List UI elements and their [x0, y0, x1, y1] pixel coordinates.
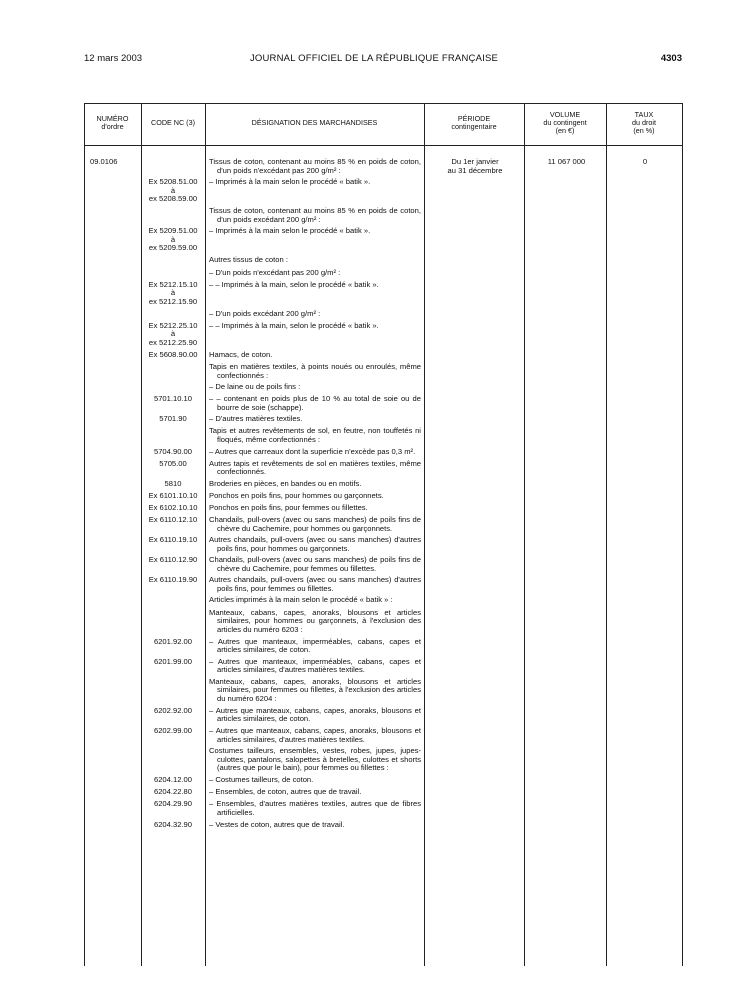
code-nc-line: Ex 5208.51.00: [148, 177, 198, 187]
row-code-nc: [142, 536, 204, 545]
row-designation: [209, 727, 421, 744]
column-header-code: CODE NC (3): [151, 118, 195, 127]
designation-text: Chandails, pull-overs (avec ou sans manches) de poils fins de chèvre du Cachemire, pour femmes ou fillettes.: [209, 555, 421, 573]
row-code-nc: [142, 281, 204, 307]
designation-text: Tapis et autres revêtements de sol, en feutre, non touffetés ni floqués, même confectionnés :: [209, 426, 421, 444]
code-nc-line: 5701.10.10: [153, 394, 192, 404]
code-nc-line: 6202.92.00: [153, 705, 192, 715]
row-designation: [209, 322, 421, 331]
row-code-nc: [142, 504, 204, 513]
column-header-periode: PÉRIODE contingentaire: [451, 114, 497, 132]
designation-text: Autres chandails, pull-overs (avec ou sans manches) d'autres poils fins, pour femmes ou fillettes.: [209, 575, 421, 593]
designation-text: Manteaux, cabans, capes, anoraks, blousons et articles similaires, pour hommes ou garçonnets, à l'exclusion des articles du numéro 6203 :: [209, 607, 421, 634]
designation-text: – Autres que manteaux, cabans, capes, anoraks, blousons et articles similaires, d'autres matières textiles.: [209, 726, 421, 744]
entry-taux: 0: [642, 157, 648, 166]
column-divider-taux: [606, 103, 607, 966]
code-nc-line: 6204.32.90: [153, 819, 192, 829]
row-designation: [209, 788, 421, 797]
designation-text: – Autres que carreaux dont la superficie n'excède pas 0,3 m².: [209, 446, 416, 456]
quota-table: [84, 103, 683, 966]
column-divider-volume: [524, 103, 525, 966]
row-designation: [209, 395, 421, 412]
code-nc-line: 6204.22.80: [153, 787, 192, 797]
row-designation: [209, 448, 421, 457]
designation-text: – D'autres matières textiles.: [209, 414, 303, 424]
designation-text: – D'un poids n'excédant pas 200 g/m² :: [209, 267, 341, 277]
row-designation: [209, 516, 421, 533]
header-page-number: 4303: [660, 53, 682, 64]
code-nc-line: 5705.00: [159, 458, 187, 468]
column-header-designation: DÉSIGNATION DES MARCHANDISES: [251, 118, 378, 127]
designation-text: – Autres que manteaux, cabans, capes, anoraks, blousons et articles similaires, de coton.: [209, 705, 421, 724]
entry-numero: 09.0106: [90, 157, 118, 166]
row-designation: [209, 747, 421, 773]
designation-text: Ponchos en poils fins, pour femmes ou fillettes.: [209, 502, 368, 512]
designation-text: – Costumes tailleurs, de coton.: [209, 775, 314, 785]
designation-text: Hamacs, de coton.: [209, 349, 273, 359]
designation-text: Manteaux, cabans, capes, anoraks, blousons et articles similaires, pour femmes ou fillettes, à l'exclusion des articles du numéro 6204 :: [209, 676, 421, 703]
code-nc-line: Ex 6110.12.90: [148, 555, 198, 565]
row-designation: [209, 658, 421, 675]
row-designation: [209, 158, 421, 175]
row-designation: [209, 310, 421, 319]
code-nc-line: 5810: [164, 478, 182, 488]
row-designation: [209, 556, 421, 573]
row-code-nc: [142, 516, 204, 525]
row-code-nc: [142, 556, 204, 565]
code-nc-line: à: [170, 185, 176, 195]
row-code-nc: [142, 727, 204, 736]
code-nc-line: 6204.29.90: [153, 799, 192, 809]
row-designation: [209, 800, 421, 817]
designation-text: – De laine ou de poils fins :: [209, 382, 301, 392]
row-code-nc: [142, 788, 204, 797]
row-designation: [209, 460, 421, 477]
row-code-nc: [142, 576, 204, 585]
row-designation: [209, 415, 421, 424]
row-designation: [209, 576, 421, 593]
code-nc-line: Ex 6101.10.10: [148, 490, 198, 500]
column-divider-designation: [205, 103, 206, 966]
row-designation: [209, 363, 421, 380]
table-top-border: [84, 103, 683, 104]
designation-text: Articles imprimés à la main selon le procédé « batik » :: [209, 595, 393, 605]
designation-text: Autres tapis et revêtements de sol en matières textiles, même confectionnés.: [209, 458, 421, 477]
row-code-nc: [142, 821, 204, 830]
table-left-border: [84, 103, 85, 966]
row-designation: [209, 707, 421, 724]
row-designation: [209, 207, 421, 224]
row-designation: [209, 638, 421, 655]
code-nc-line: ex 5209.59.00: [148, 243, 198, 253]
row-designation: [209, 383, 421, 392]
designation-text: – Ensembles, d'autres matières textiles, autres que de fibres artificielles.: [209, 799, 421, 817]
row-code-nc: [142, 776, 204, 785]
row-designation: [209, 351, 421, 360]
designation-text: Costumes tailleurs, ensembles, vestes, robes, jupes, jupes-culottes, pantalons, salopettes à bretelles, culottes et shorts (autres que pour le bain), pour femmes ou fillettes :: [209, 746, 421, 773]
code-nc-line: 6201.92.00: [153, 636, 192, 646]
designation-text: Tissus de coton, contenant au moins 85 % en poids de coton, d'un poids n'excédant pas 200 g/m² :: [209, 157, 421, 175]
row-designation: [209, 492, 421, 501]
row-designation: [209, 480, 421, 489]
header-date: 12 mars 2003: [84, 53, 143, 64]
designation-text: – D'un poids excédant 200 g/m² :: [209, 308, 321, 318]
row-designation: [209, 678, 421, 704]
code-nc-line: Ex 5212.15.10: [148, 279, 198, 289]
row-code-nc: [142, 322, 204, 348]
row-code-nc: [142, 448, 204, 457]
code-nc-line: à: [170, 234, 176, 244]
row-code-nc: [142, 395, 204, 404]
designation-text: Chandails, pull-overs (avec ou sans manches) de poils fins de chèvre du Cachemire, pour hommes ou garçonnets.: [209, 515, 421, 533]
row-code-nc: [142, 658, 204, 667]
table-right-border: [682, 103, 683, 966]
designation-text: Broderies en pièces, en bandes ou en motifs.: [209, 478, 362, 488]
column-header-taux: TAUX du droit (en %): [632, 110, 656, 136]
row-code-nc: [142, 638, 204, 647]
row-code-nc: [142, 415, 204, 424]
designation-text: – Autres que manteaux, imperméables, cabans, capes et articles similaires, de coton.: [209, 636, 421, 655]
code-nc-line: Ex 5212.25.10: [148, 320, 198, 330]
row-designation: [209, 256, 421, 265]
row-designation: [209, 178, 421, 187]
code-nc-line: à: [170, 329, 176, 339]
code-nc-line: ex 5212.15.90: [148, 296, 198, 306]
code-nc-line: 6202.99.00: [153, 726, 192, 735]
row-code-nc: [142, 707, 204, 716]
designation-text: – Imprimés à la main selon le procédé « batik ».: [209, 226, 371, 236]
designation-text: Autres tissus de coton :: [209, 255, 288, 265]
row-designation: [209, 504, 421, 513]
row-code-nc: [142, 460, 204, 469]
column-header-volume: VOLUME du contingent (en €): [543, 110, 587, 136]
code-nc-line: Ex 6110.19.10: [148, 535, 198, 545]
designation-text: – Ensembles, de coton, autres que de travail.: [209, 787, 362, 797]
designation-text: – – Imprimés à la main, selon le procédé « batik ».: [209, 320, 379, 330]
row-designation: [209, 536, 421, 553]
row-code-nc: [142, 492, 204, 501]
row-code-nc: [142, 227, 204, 253]
row-designation: [209, 596, 421, 605]
designation-text: – – Imprimés à la main, selon le procédé « batik ».: [209, 279, 379, 289]
code-nc-line: 6204.12.00: [153, 775, 192, 785]
row-code-nc: [142, 178, 204, 204]
entry-volume: 11 067 000: [547, 157, 586, 166]
row-designation: [209, 821, 421, 830]
designation-text: – Vestes de coton, autres que de travail.: [209, 819, 345, 829]
designation-text: Tissus de coton, contenant au moins 85 % en poids de coton, d'un poids excédant 200 g/m² :: [209, 206, 421, 224]
code-nc-line: 6201.99.00: [153, 656, 192, 666]
row-designation: [209, 269, 421, 278]
code-nc-line: Ex 6102.10.10: [148, 502, 198, 512]
table-header-separator: [84, 145, 683, 146]
designation-text: – Imprimés à la main selon le procédé « batik ».: [209, 177, 371, 187]
code-nc-line: ex 5208.59.00: [148, 194, 198, 204]
code-nc-line: à: [170, 288, 176, 298]
row-designation: [209, 227, 421, 236]
code-nc-line: 5701.90: [159, 414, 187, 424]
row-designation: [209, 609, 421, 635]
code-nc-line: 5704.90.00: [153, 446, 192, 456]
row-code-nc: [142, 480, 204, 489]
row-designation: [209, 427, 421, 444]
code-nc-line: Ex 5608.90.00: [148, 349, 198, 359]
row-code-nc: [142, 800, 204, 809]
column-header-numero: NUMÉRO d'ordre: [96, 114, 129, 132]
designation-text: Tapis en matières textiles, à points noués ou enroulés, même confectionnés :: [209, 362, 421, 380]
entry-periode: Du 1er janvier au 31 décembre: [447, 157, 503, 175]
code-nc-line: ex 5212.25.90: [148, 337, 198, 347]
code-nc-line: Ex 6110.19.90: [148, 575, 198, 585]
row-designation: [209, 281, 421, 290]
header-journal-title: JOURNAL OFFICIEL DE LA RÉPUBLIQUE FRANÇAISE: [249, 53, 499, 64]
designation-text: Autres chandails, pull-overs (avec ou sans manches) d'autres poils fins, pour hommes ou garçonnets.: [209, 535, 421, 553]
column-divider-periode: [424, 103, 425, 966]
row-designation: [209, 776, 421, 785]
designation-text: Ponchos en poils fins, pour hommes ou garçonnets.: [209, 490, 384, 500]
code-nc-line: Ex 6110.12.10: [148, 515, 198, 524]
row-code-nc: [142, 351, 204, 360]
designation-text: – Autres que manteaux, imperméables, cabans, capes et articles similaires, d'autres matières textiles.: [209, 656, 421, 675]
code-nc-line: Ex 5209.51.00: [148, 226, 198, 236]
designation-text: – – contenant en poids plus de 10 % au total de soie ou de bourre de soie (schappe).: [209, 394, 421, 412]
